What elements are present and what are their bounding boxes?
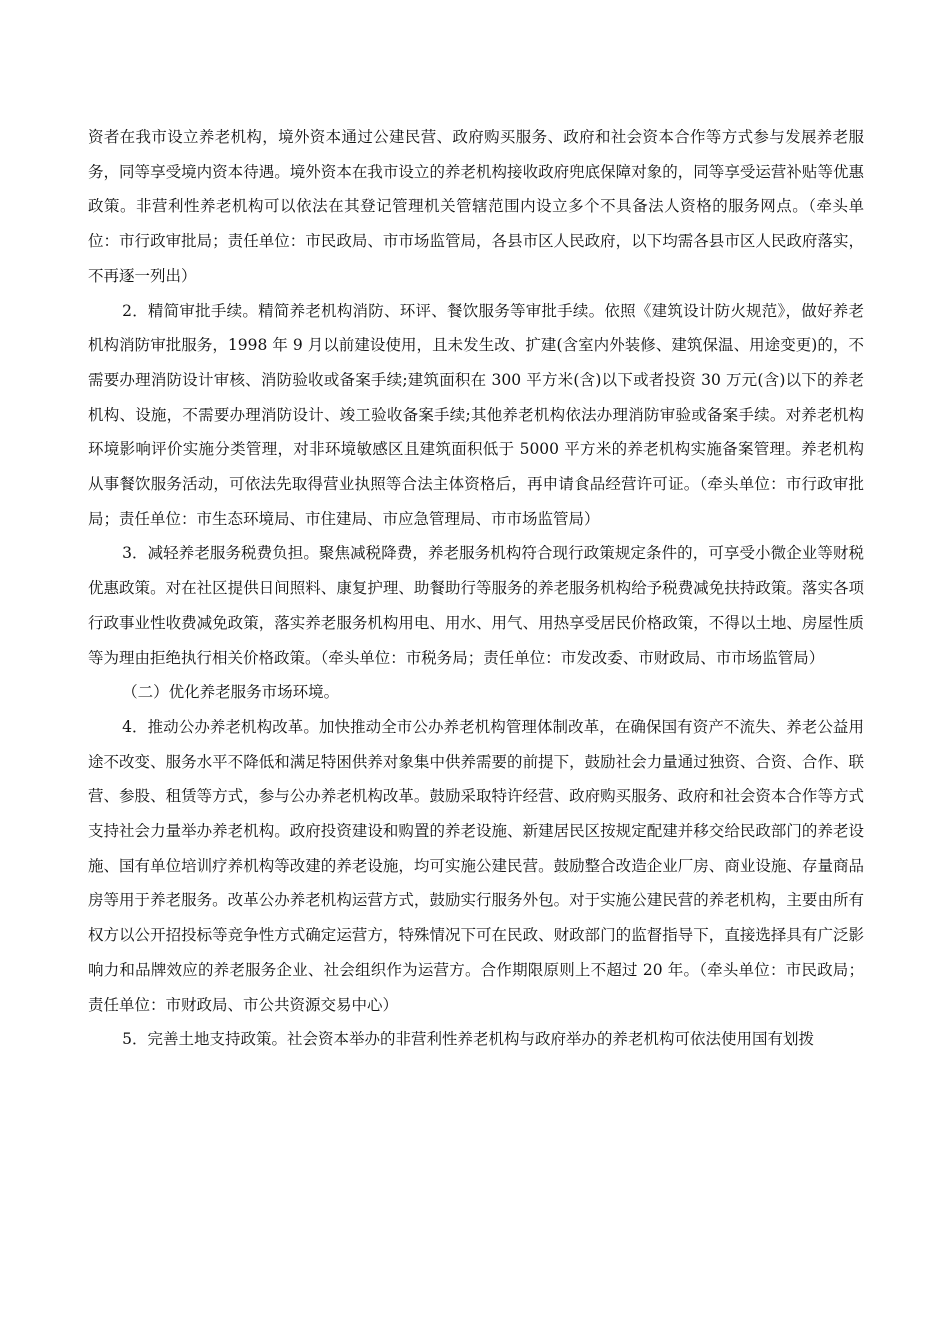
section-heading-optimize-market: （二）优化养老服务市场环境。 [122, 683, 340, 702]
paragraph-item-4-public-institution-reform: 4．推动公办养老机构改革。加快推动全市公办养老机构管理体制改革，在确保国有资产不流失、养老公益用途不改变、服务水平不降低和满足特困供养对象集中供养需要的前提下，鼓励社会力量通过独资、合资、合作、联营、参股、租赁等方式，参与公办养老机构改革。鼓励采取特许经营、政府购买服务、政府和社会资本合作等方式支持社会力量举办养老机构。政府投资建设和购置的养老设施、新建居民区按规定配建并移交给民政部门的养老设施、国有单位培训疗养机构等改建的养老设施，均可实施公建民营。鼓励整合改造企业厂房、商业设施、存量商品房等用于养老服务。改革公办养老机构运营方式，鼓励实行服务外包。对于实施公建民营的养老机构，主要由所有权方以公开招投标等竞争性方式确定运营方，特殊情况下可在民政、财政部门的监督指导下，直接选择具有广泛影响力和品牌效应的养老服务企业、社会组织作为运营方。合作期限原则上不超过 20 年。（牵头单位：市民政局；责任单位：市财政局、市公共资源交易中心） [88, 717, 864, 1014]
paragraph-item-2-simplify-approval: 2．精简审批手续。精简养老机构消防、环评、餐饮服务等审批手续。依照《建筑设计防火规范》，做好养老机构消防审批服务，1998 年 9 月以前建设使用，且未发生改、扩建(含室内外装修、建筑保温、用途变更)的，不需要办理消防设计审核、消防验收或备案手续;建筑面积在 300 平方米(含)以下或者投资 30 万元(含)以下的养老机构、设施，不需要办理消防设计、竣工验收备案手续;其他养老机构依法办理消防审验或备案手续。对养老机构环境影响评价实施分类管理，对非环境敏感区且建筑面积低于 5000 平方米的养老机构实施备案管理。养老机构从事餐饮服务活动，可依法先取得营业执照等合法主体资格后，再申请食品经营许可证。（牵头单位：市行政审批局；责任单位：市生态环境局、市住建局、市应急管理局、市市场监管局） [88, 301, 864, 528]
paragraph-item-5-land-support: 5．完善土地支持政策。社会资本举办的非营利性养老机构与政府举办的养老机构可依法使用国有划拨 [122, 1030, 814, 1049]
paragraph-continuation: 资者在我市设立养老机构，境外资本通过公建民营、政府购买服务、政府和社会资本合作等方式参与发展养老服务，同等享受境内资本待遇。境外资本在我市设立的养老机构接收政府兜底保障对象的，同等享受运营补贴等优惠政策。非营利性养老机构可以依法在其登记管理机关管辖范围内设立多个不具备法人资格的服务网点。（牵头单位：市行政审批局；责任单位：市民政局、市市场监管局，各县市区人民政府，以下均需各县市区人民政府落实，不再逐一列出） [88, 128, 864, 285]
document-body [88, 120, 864, 1057]
paragraph-item-3-reduce-tax-burden: 3．减轻养老服务税费负担。聚焦减税降费，养老服务机构符合现行政策规定条件的，可享受小微企业等财税优惠政策。对在社区提供日间照料、康复护理、助餐助行等服务的养老服务机构给予税费减免扶持政策。落实各项行政事业性收费减免政策，落实养老服务机构用电、用水、用气、用热享受居民价格政策，不得以土地、房屋性质等为理由拒绝执行相关价格政策。（牵头单位：市税务局；责任单位：市发改委、市财政局、市市场监管局） [88, 544, 864, 667]
